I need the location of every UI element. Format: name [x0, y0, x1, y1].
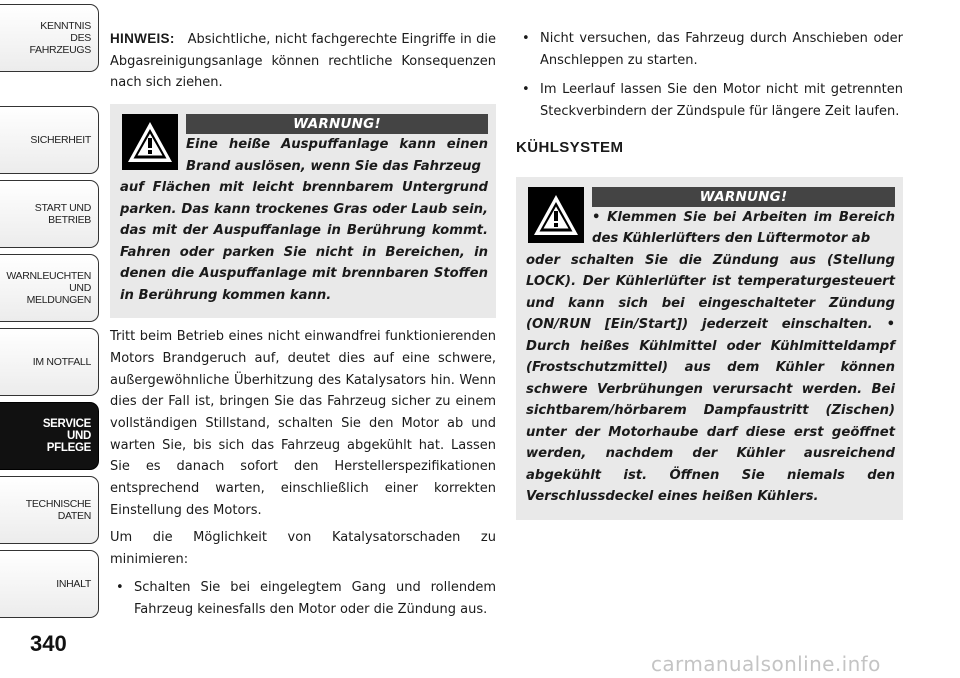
hinweis-text: Absichtliche, nicht fachgerechte Eingriffe in die Abgasreinigungsanlage können rechtliche Konsequenzen nach sich ziehen.	[110, 32, 496, 91]
warning-text-bullet2: • Durch heißes Kühlmittel oder Kühlmitteldampf (Frostschutzmittel) aus dem Kühler können schwere Verbrühungen verursacht werden. Bei sichtbarem/hörbarem Dampfaustritt (Zischen) unter der Motorhaube darf diese erst geöffnet werden, nachdem der Kühler ausreichend abgekühlt ist. Öffnen Sie niemals den Verschlussdeckel eines heißen Kühlers.	[526, 317, 896, 505]
catalyst-intro-paragraph: Um die Möglichkeit von Katalysatorschaden zu minimieren:	[110, 530, 496, 568]
tab-label: SERVICE UND PFLEGE	[42, 418, 91, 454]
tab-label: SICHERHEIT	[30, 134, 91, 146]
chapter-sidebar	[0, 0, 101, 640]
tab-label: START UND BETRIEB	[34, 202, 91, 226]
tab-inhalt[interactable]	[0, 550, 99, 618]
tab-label: KENNTNIS DES FAHRZEUGS	[29, 20, 91, 56]
warning-triangle-icon	[122, 114, 178, 170]
exhaust-warning-box	[110, 104, 496, 318]
tab-technische-daten[interactable]	[0, 476, 99, 544]
warning-title: WARNUNG!	[186, 114, 488, 134]
section-title: KÜHLSYSTEM	[516, 138, 624, 156]
tab-sicherheit[interactable]	[0, 106, 99, 174]
warning-title: WARNUNG!	[592, 187, 895, 207]
tab-warnleuchten-und-meldungen[interactable]	[0, 254, 99, 322]
tab-label: WARNLEUCHTEN UND MELDUNGEN	[6, 270, 91, 306]
warning-triangle-icon	[528, 187, 584, 243]
list-item: • Im Leerlauf lassen Sie den Motor nicht mit getrennten Steckverbindern der Zündspule für längere Zeit laufen.	[516, 79, 903, 122]
hinweis-label: HINWEIS:	[110, 31, 175, 46]
list-item: • Nicht versuchen, das Fahrzeug durch Anschieben oder Anschleppen zu starten.	[516, 28, 903, 71]
tab-label: TECHNISCHE DATEN	[25, 498, 91, 522]
warning-text	[526, 207, 895, 508]
warning-text-lead: Eine heiße Auspuffanlage kann einen Brand auslösen, wenn Sie das Fahrzeug	[186, 137, 488, 174]
tab-im-notfall[interactable]	[0, 328, 99, 396]
warning-text-rest: auf Flächen mit leicht brennbarem Untergrund parken. Das kann trockenes Gras oder Laub sein, das mit der Auspuffanlage in Berührung kommt. Fahren oder parken Sie nicht in Bereichen, in denen die Auspuffanlage mit brennbaren Stoffen in Berührung kommen kann.	[120, 180, 488, 303]
page-number: 340	[30, 631, 67, 656]
list-item: • Schalten Sie bei eingelegtem Gang und rollendem Fahrzeug keinesfalls den Motor oder die Zündung aus.	[110, 577, 496, 620]
catalyst-paragraph: Tritt beim Betrieb eines nicht einwandfrei funktionierenden Motors Brandgeruch auf, deutet dies auf eine schwere, außergewöhnliche Überhitzung des Katalysators hin. Wenn dies der Fall ist, bringen Sie das Fahrzeug sicher zu einem vollständigen Stillstand, schalten Sie den Motor ab und warten Sie, bis sich das Fahrzeug abgekühlt hat. Lassen Sie es danach sofort den Herstellerspezifikationen entsprechend warten, einschließlich einer korrekten Einstellung des Motors.	[110, 329, 496, 518]
tab-service-und-pflege[interactable]	[0, 402, 99, 470]
tab-kenntnis-des-fahrzeugs[interactable]	[0, 4, 99, 72]
catalyst-bullet-list-continued	[516, 28, 903, 123]
watermark: carmanualsonline.info	[651, 652, 881, 676]
warning-text-lead: • Klemmen Sie bei Arbeiten im Bereich des Kühlerlüfters den Lüftermotor ab	[592, 209, 895, 247]
left-column	[110, 28, 496, 628]
right-column	[516, 28, 903, 528]
warning-text-rest: oder schalten Sie die Zündung aus (Stellung LOCK). Der Kühlerlüfter ist temperaturgesteuert und kann sich bei eingeschalteter Zündung (ON/RUN [Ein/Start]) jederzeit einschalten.	[526, 252, 895, 333]
cooling-warning-box	[516, 177, 903, 520]
tab-label: IM NOTFALL	[32, 356, 91, 368]
tab-label: INHALT	[56, 578, 91, 590]
catalyst-bullet-list	[110, 577, 496, 620]
hinweis-paragraph	[110, 28, 496, 94]
tab-start-und-betrieb[interactable]	[0, 180, 99, 248]
